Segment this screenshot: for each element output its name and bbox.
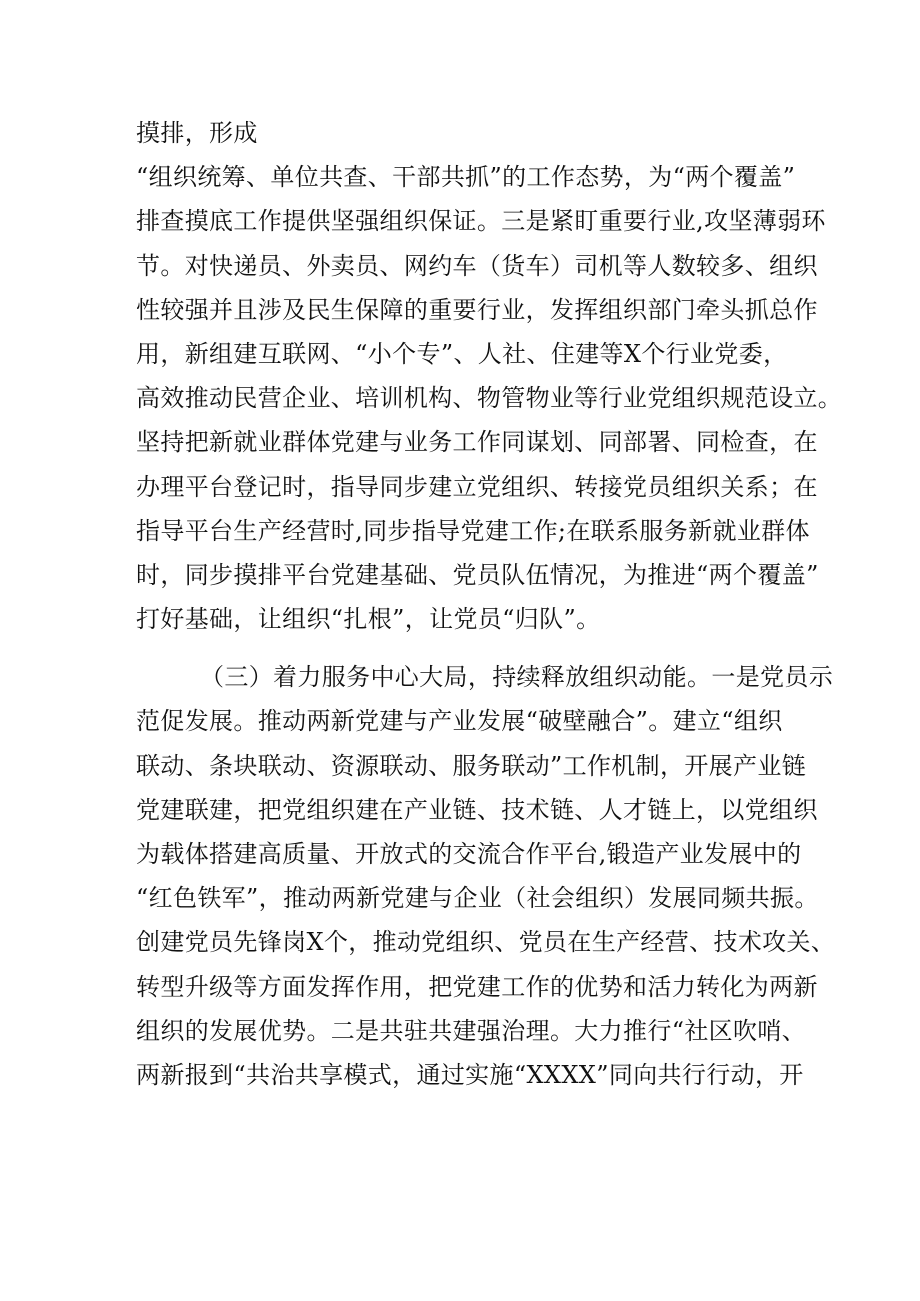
text-line: 范促发展。推动两新党建与产业发展“破壁融合”。建立“组织	[136, 707, 783, 736]
text-line: 打好基础，让组织“扎根”，让党员“归队”。	[136, 605, 601, 634]
text-line: “组织统筹、单位共查、干部共抓”的工作态势，为“两个覆盖”	[136, 163, 796, 192]
text-line: 时，同步摸排平台党建基础、党员队伍情况，为推进“两个覆盖”	[136, 560, 819, 589]
text-line: 摸排，形成	[136, 119, 258, 147]
text-line: 用，新组建互联网、“小个专”、人社、住建等X个行业党委，	[136, 339, 788, 368]
text-line: 为载体搭建高质量、开放式的交流合作平台,锻造产业发展中的	[136, 840, 802, 868]
text-line: 联动、条块联动、资源联动、服务联动”工作机制，开展产业链	[136, 751, 807, 780]
text-line: 坚持把新就业群体党建与业务工作同谋划、同部署、同检查，在	[136, 428, 818, 457]
text-line: 组织的发展优势。二是共驻共建强治理。大力推行“社区吹哨、	[136, 1016, 807, 1045]
text-line: “红色铁军”，推动两新党建与企业（社会组织）发展同频共振。	[136, 884, 819, 913]
section-heading-line: （三）着力服务中心大局，持续释放组织动能。一是党员示	[200, 663, 834, 692]
text-line: 办理平台登记时，指导同步建立党组织、转接党员组织关系；在	[136, 472, 818, 501]
text-line: 指导平台生产经营时,同步指导党建工作;在联系服务新就业群体	[136, 516, 810, 545]
body-text	[136, 111, 843, 1097]
text-line: 党建联建，把党组织建在产业链、技术链、人才链上，以党组织	[136, 795, 818, 824]
text-line: 节。对快递员、外卖员、网约车（货车）司机等人数较多、组织	[136, 251, 818, 280]
text-line: 两新报到“共治共享模式，通过实施“XXXX”同向共行行动，开	[136, 1060, 804, 1089]
text-line: 排查摸底工作提供坚强组织保证。三是紧盯重要行业,攻坚薄弱环	[136, 207, 826, 236]
text-line: 转型升级等方面发挥作用，把党建工作的优势和活力转化为两新	[136, 972, 818, 1001]
text-line: 性较强并且涉及民生保障的重要行业，发挥组织部门牵头抓总作	[136, 295, 818, 324]
text-line: 创建党员先锋岗X个，推动党组织、党员在生产经营、技术攻关、	[136, 928, 836, 957]
text-line: 高效推动民营企业、培训机构、物管物业等行业党组织规范设立。	[136, 384, 843, 413]
